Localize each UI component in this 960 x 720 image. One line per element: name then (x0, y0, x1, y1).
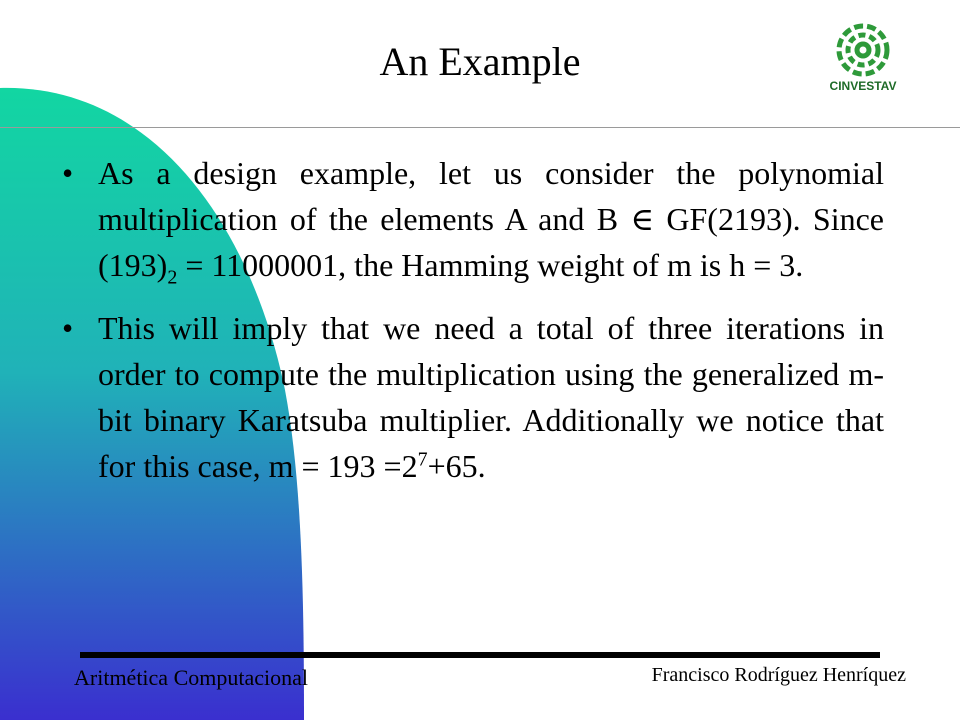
bullet-marker: • (62, 310, 74, 346)
title-divider (0, 127, 960, 128)
footer-author: Francisco Rodríguez Henríquez (651, 664, 906, 686)
element-of-symbol: ∈ (630, 201, 655, 237)
bullet-text: As a design example, let us consider the polynomial multiplication of the elements A and B (98, 155, 884, 237)
bullet-list (62, 150, 884, 506)
bullet-text: This will imply that we need a total of three iterations in order to compute the multiplication using the generalized m-bit binary Karatsuba multiplier. Additionally we notice that for this case, m = 193 =2 (98, 310, 884, 484)
footer-divider (80, 652, 880, 658)
cinvestav-logo (818, 20, 908, 96)
subscript: 2 (167, 266, 178, 289)
bullet-text: +65. (427, 448, 486, 484)
bullet-text: GF(2193). Since (193) (98, 201, 885, 283)
footer-course-name: Aritmética Computacional (74, 665, 308, 690)
bullet-marker: • (62, 155, 74, 191)
superscript: 7 (417, 448, 428, 471)
bullet-text: = 11000001, the Hamming weight of m is h = 3. (177, 247, 804, 283)
logo-text: CINVESTAV (829, 79, 897, 93)
bullet-item-design-example (62, 150, 884, 288)
bullet-item-iterations (62, 305, 884, 489)
slide-title: An Example (379, 39, 581, 84)
